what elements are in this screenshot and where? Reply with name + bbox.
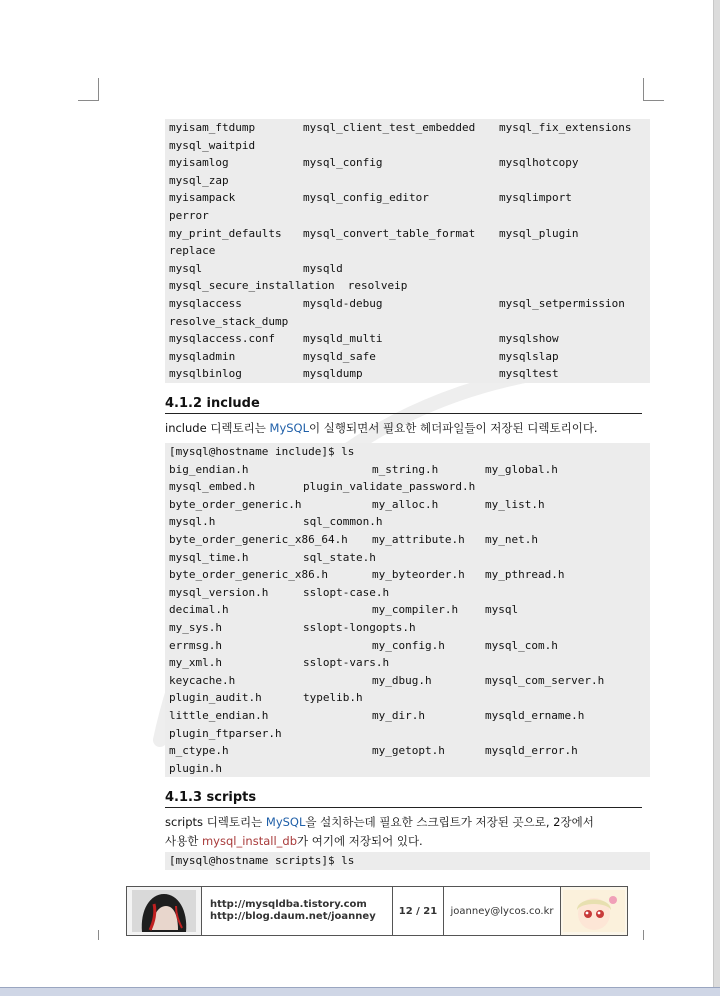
code-token: mysql_version.h <box>169 585 269 599</box>
code-token: myisampack <box>169 191 236 205</box>
code-token: mysql_zap <box>169 173 229 187</box>
code-line <box>169 531 646 549</box>
code-token: my_dir.h <box>372 708 425 722</box>
code-token: mysql_client_test_embedded <box>303 121 476 134</box>
code-token: mysqld <box>303 261 343 275</box>
footer-email <box>444 887 561 935</box>
code-token: sql_state.h <box>303 550 376 564</box>
code-token: my_getopt.h <box>372 744 445 758</box>
code-line <box>169 119 646 137</box>
code-token: mysqld_ername.h <box>485 708 585 722</box>
code-token: big_endian.h <box>169 462 249 476</box>
code-line <box>169 277 646 295</box>
code-token: byte_order_generic_x86_64.h <box>169 532 348 546</box>
code-token: myisamlog <box>169 156 229 170</box>
code-line <box>169 707 646 725</box>
footer-page-number <box>393 887 444 935</box>
code-token: my_pthread.h <box>485 568 565 582</box>
code-token: myisam_ftdump <box>169 121 256 134</box>
paragraph-text: include 디렉토리는 <box>165 421 270 435</box>
section-heading-include <box>165 396 642 414</box>
code-token: mysqld-debug <box>303 296 383 310</box>
code-token: sslopt-longopts.h <box>303 620 416 634</box>
code-token: little_endian.h <box>169 708 269 722</box>
code-token: my_compiler.h <box>372 603 459 617</box>
line2-text: 사용한 <box>165 834 202 848</box>
heading-text: 4.1.3 scripts <box>165 790 257 805</box>
code-token: mysql_embed.h <box>169 480 256 494</box>
code-token: keycache.h <box>169 673 236 687</box>
code-token: mysqladmin <box>169 349 236 363</box>
code-token: mysql_config <box>303 156 383 170</box>
code-token: sslopt-case.h <box>303 585 390 599</box>
code-line <box>169 742 646 760</box>
code-token: my_list.h <box>485 497 545 511</box>
blog-link-tistory[interactable]: http://mysqldba.tistory.com <box>210 899 367 910</box>
page-number: 12 / 21 <box>398 905 438 917</box>
avatar-dark-hair-icon <box>132 890 196 932</box>
code-token: errmsg.h <box>169 638 222 652</box>
code-line <box>169 672 646 690</box>
code-block-scripts-listing <box>165 852 650 870</box>
mysql-term: MySQL <box>265 815 306 829</box>
heading-text: 4.1.2 include <box>165 396 260 411</box>
code-line <box>169 689 646 707</box>
code-token: my_attribute.h <box>372 532 465 546</box>
code-line <box>169 584 646 602</box>
code-token: my_global.h <box>485 462 558 476</box>
code-line <box>169 137 646 155</box>
code-token: mysql <box>485 603 519 617</box>
crop-mark-top-right-v <box>643 78 644 100</box>
code-line <box>169 852 646 870</box>
section-heading-scripts <box>165 790 642 808</box>
code-line <box>169 365 646 383</box>
code-token: my_alloc.h <box>372 497 439 511</box>
page-edge-right <box>713 0 720 996</box>
code-token: mysql.h <box>169 515 216 529</box>
code-line <box>169 478 646 496</box>
code-token: perror <box>169 208 209 222</box>
page-edge-bottom <box>0 987 720 996</box>
paragraph-text-tail: 이 실행되면서 필요한 헤더파일들이 저장된 디렉토리이다. <box>309 421 598 435</box>
code-token: mysqlhotcopy <box>499 156 579 170</box>
page-footer <box>126 886 628 936</box>
code-token: plugin_audit.h <box>169 691 262 705</box>
code-token: typelib.h <box>303 691 363 705</box>
code-token: [mysql@hostname scripts]$ ls <box>169 854 355 867</box>
code-token: mysql_fix_extensions <box>499 121 632 134</box>
code-block-include-listing <box>165 443 650 777</box>
crop-mark-bottom-right <box>643 930 644 940</box>
code-token: byte_order_generic_x86.h <box>169 568 328 582</box>
code-line <box>169 172 646 190</box>
code-line <box>169 601 646 619</box>
code-token: mysqldump <box>303 367 363 381</box>
code-line <box>169 313 646 331</box>
line2-text-tail: 가 여기에 저장되어 있다. <box>297 834 423 848</box>
code-token: [mysql@hostname include]$ ls <box>169 445 355 458</box>
code-token: plugin.h <box>169 761 222 775</box>
code-line <box>169 242 646 260</box>
code-token: mysqld_multi <box>303 332 383 346</box>
code-token: m_string.h <box>372 462 439 476</box>
line1-text: scripts 디렉토리는 <box>165 815 266 829</box>
code-token: plugin_ftparser.h <box>169 726 282 740</box>
code-line <box>169 225 646 243</box>
code-token: mysql_convert_table_format <box>303 226 476 240</box>
code-token: my_xml.h <box>169 656 222 670</box>
code-token: mysqld_safe <box>303 349 376 363</box>
code-line <box>169 654 646 672</box>
avatar-cartoon-girl-icon <box>563 890 625 932</box>
code-line <box>169 760 646 778</box>
crop-mark-top-left-h <box>78 100 99 101</box>
crop-mark-top-right-h <box>643 100 664 101</box>
footer-links <box>202 887 393 935</box>
code-line <box>169 549 646 567</box>
code-line <box>169 330 646 348</box>
code-line <box>169 189 646 207</box>
code-token: mysql <box>169 261 203 275</box>
code-token: decimal.h <box>169 603 229 617</box>
code-token: sql_common.h <box>303 515 383 529</box>
code-token: byte_order_generic.h <box>169 497 302 511</box>
code-token: mysqlslap <box>499 349 559 363</box>
email-link[interactable]: joanney@lycos.co.kr <box>450 905 554 917</box>
code-line <box>169 725 646 743</box>
code-token: mysql_waitpid <box>169 138 256 152</box>
code-line <box>169 207 646 225</box>
code-line <box>169 566 646 584</box>
code-token: mysqlbinlog <box>169 367 242 381</box>
paragraph-scripts <box>165 813 642 851</box>
mysql-term: MySQL <box>269 421 310 435</box>
code-token: plugin_validate_password.h <box>303 480 476 494</box>
code-token: mysql_com_server.h <box>485 673 605 687</box>
code-line <box>169 513 646 531</box>
code-line <box>169 348 646 366</box>
line1-text-tail: 을 설치하는데 필요한 스크립트가 저장된 곳으로, 2장에서 <box>305 815 594 829</box>
code-token: mysqlaccess.conf <box>169 332 275 346</box>
code-line <box>169 443 646 461</box>
code-line <box>169 461 646 479</box>
code-token: replace <box>169 244 216 258</box>
code-line <box>169 295 646 313</box>
code-block-bin-listing <box>165 119 650 383</box>
code-token: mysql_plugin <box>499 226 579 240</box>
code-token: mysqlshow <box>499 332 559 346</box>
code-token: mysql_setpermission <box>499 296 625 310</box>
crop-mark-top-left-v <box>98 78 99 100</box>
code-token: my_net.h <box>485 532 538 546</box>
blog-link-daum[interactable]: http://blog.daum.net/joanney <box>210 911 376 922</box>
code-line <box>169 154 646 172</box>
code-line <box>169 637 646 655</box>
code-line <box>169 260 646 278</box>
code-token: my_dbug.h <box>372 673 432 687</box>
paragraph-line-1 <box>165 813 642 832</box>
footer-avatar-left <box>127 887 202 935</box>
code-line <box>169 619 646 637</box>
code-token: sslopt-vars.h <box>303 656 390 670</box>
code-token: mysql_time.h <box>169 550 249 564</box>
code-token: mysqltest <box>499 367 559 381</box>
code-token: my_config.h <box>372 638 445 652</box>
code-token: mysqlaccess <box>169 296 242 310</box>
paragraph-include <box>165 419 642 438</box>
code-token: resolve_stack_dump <box>169 314 289 328</box>
code-token: mysql_secure_installation resolveip <box>169 279 408 293</box>
code-token: mysqld_error.h <box>485 744 578 758</box>
mysql-install-db-term: mysql_install_db <box>201 834 297 848</box>
code-token: mysql_config_editor <box>303 191 429 205</box>
code-line <box>169 496 646 514</box>
code-token: my_print_defaults <box>169 226 282 240</box>
code-token: mysql_com.h <box>485 638 558 652</box>
footer-avatar-right <box>561 887 627 935</box>
crop-mark-bottom-left <box>98 930 99 940</box>
code-token: my_byteorder.h <box>372 568 465 582</box>
paragraph-line-2 <box>165 832 642 851</box>
code-token: my_sys.h <box>169 620 222 634</box>
code-token: mysqlimport <box>499 191 572 205</box>
code-token: m_ctype.h <box>169 744 229 758</box>
